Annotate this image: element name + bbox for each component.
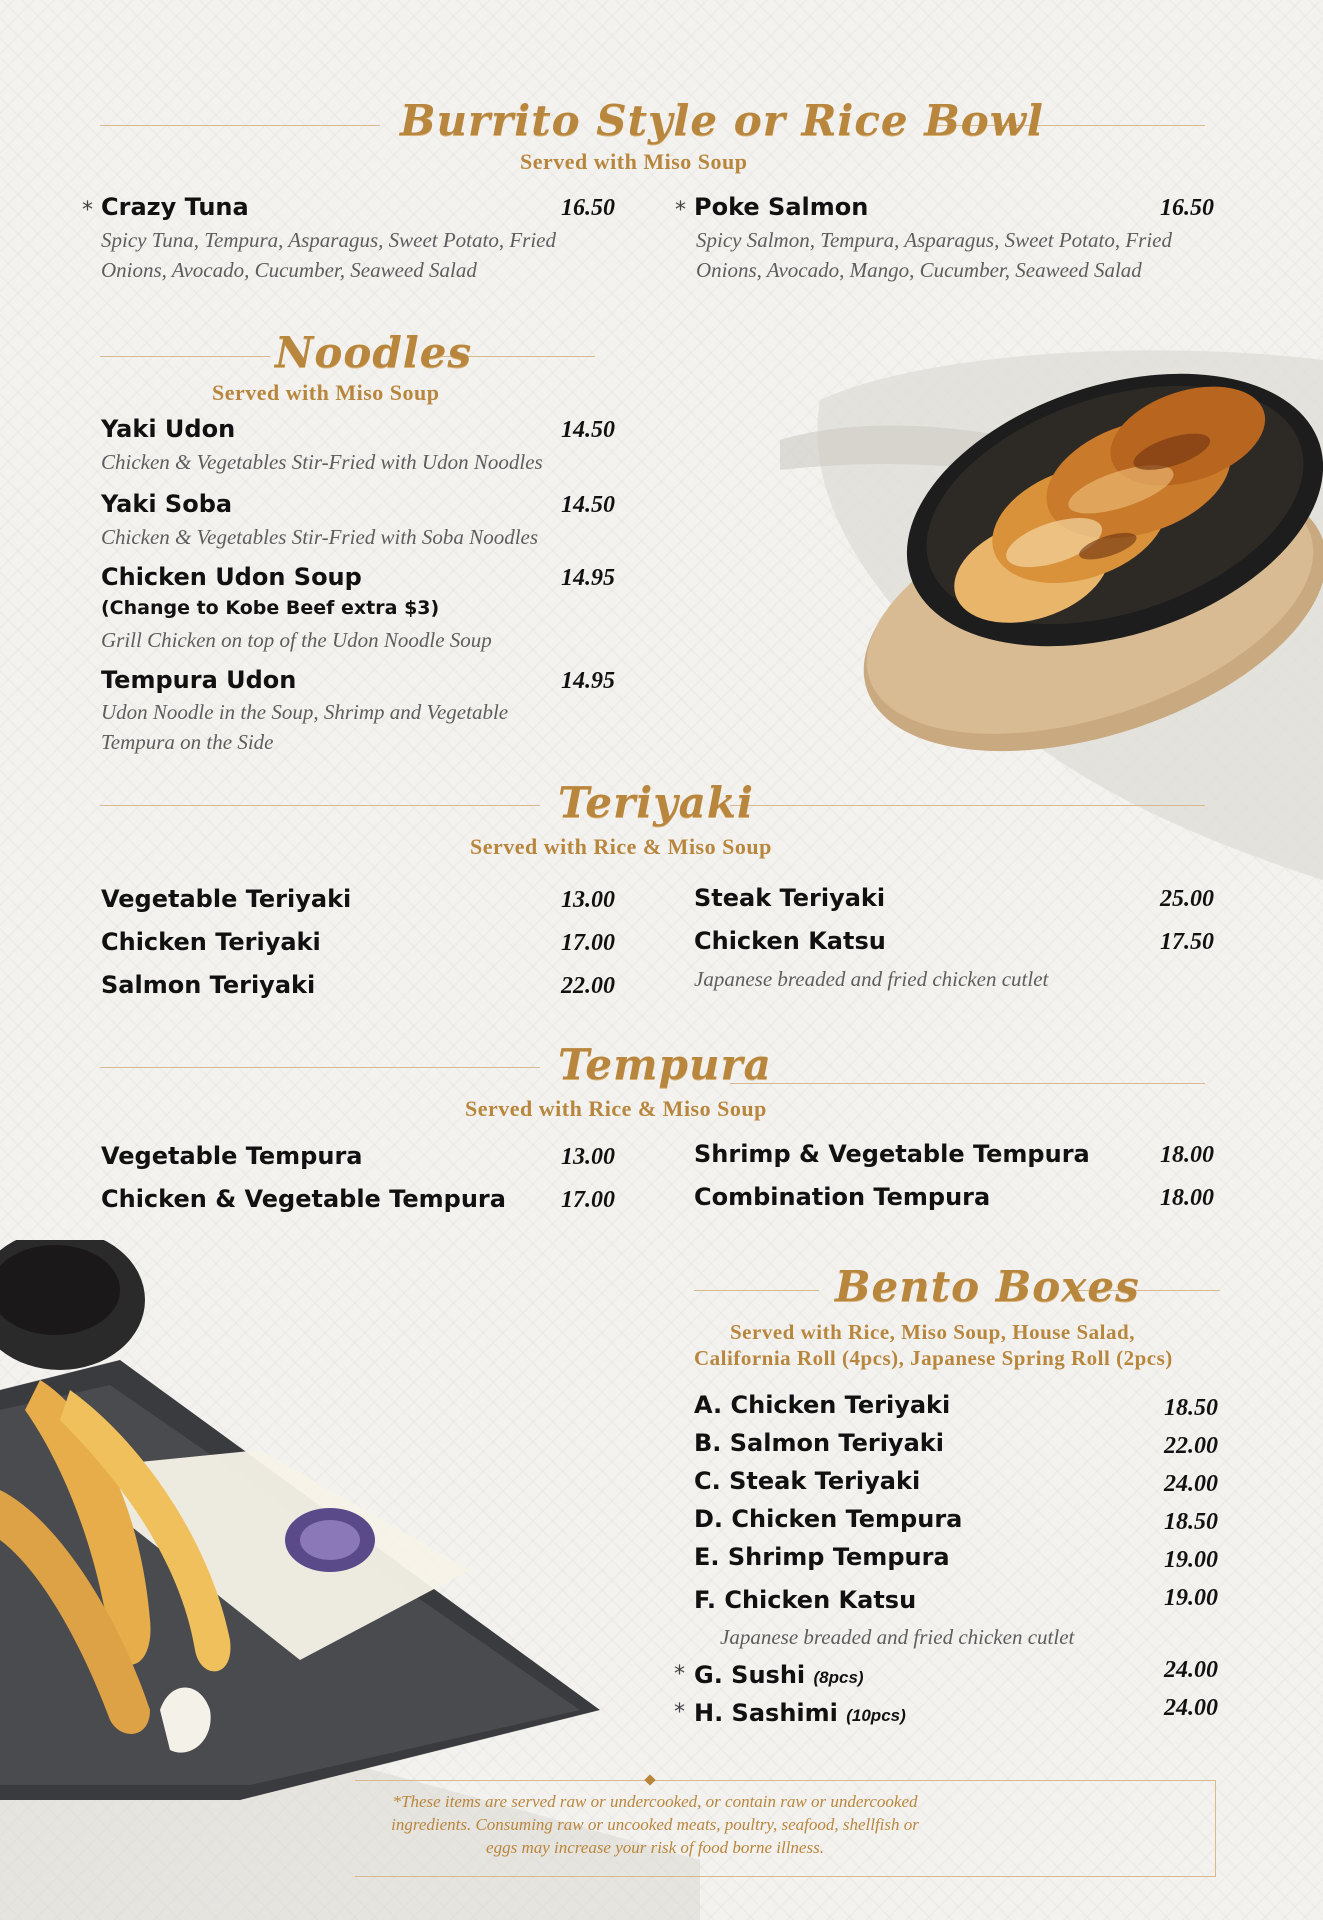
menu-item-price: 19.00 (1164, 1585, 1218, 1611)
menu-item-name-text: G. Sushi (694, 1661, 806, 1689)
bento-section-subtitle: California Roll (4pcs), Japanese Spring Roll (2pcs) (694, 1346, 1173, 1370)
menu-item-name: Shrimp & Vegetable Tempura (694, 1140, 1090, 1168)
raw-marker: * (674, 1700, 685, 1725)
raw-marker: * (674, 1662, 685, 1687)
menu-item-name (694, 1661, 864, 1689)
teriyaki-rule-right (730, 805, 1205, 806)
bento-section-title: Bento Boxes (835, 1262, 1140, 1311)
noodles-rule-left (100, 356, 270, 357)
menu-item-desc: Chicken & Vegetables Stir-Fried with Soba Noodles (101, 525, 539, 549)
disclaimer-line: *These items are served raw or undercooked, or contain raw or undercooked (392, 1792, 918, 1811)
bento-rule-left (694, 1290, 819, 1291)
menu-item-price: 24.00 (1164, 1471, 1218, 1497)
menu-item-note: (Change to Kobe Beef extra $3) (101, 597, 440, 619)
menu-item-name: C. Steak Teriyaki (694, 1467, 921, 1495)
burrito-section-subtitle: Served with Miso Soup (520, 149, 748, 174)
menu-item-price: 13.00 (561, 1144, 615, 1170)
menu-item-name: Chicken Katsu (694, 927, 886, 955)
tempura-section-title: Tempura (558, 1040, 772, 1089)
tempura-rule-left (100, 1067, 540, 1068)
menu-item-price: 18.50 (1164, 1509, 1218, 1535)
menu-item-desc: Chicken & Vegetables Stir-Fried with Udon Noodles (101, 450, 543, 474)
menu-item-name-text: H. Sashimi (694, 1699, 838, 1727)
menu-item-price: 22.00 (1164, 1433, 1218, 1459)
menu-item-name: Crazy Tuna (101, 193, 249, 221)
menu-item-pieces: (8pcs) (813, 1668, 864, 1687)
menu-item-name: Chicken & Vegetable Tempura (101, 1185, 506, 1213)
menu-item-name: Yaki Udon (101, 415, 236, 443)
menu-item-price: 16.50 (1160, 195, 1214, 221)
menu-item-price: 18.00 (1160, 1185, 1214, 1211)
menu-item-name: Tempura Udon (101, 666, 297, 694)
menu-item-desc: Tempura on the Side (101, 730, 274, 754)
tempura-platter-image (0, 1240, 610, 1800)
menu-item-desc: Onions, Avocado, Mango, Cucumber, Seaweed Salad (696, 258, 1142, 282)
raw-marker: * (82, 198, 93, 223)
menu-item-desc: Spicy Salmon, Tempura, Asparagus, Sweet Potato, Fried (696, 228, 1172, 252)
noodles-section-subtitle: Served with Miso Soup (212, 380, 440, 405)
menu-item-price: 19.00 (1164, 1547, 1218, 1573)
burrito-rule-left (100, 125, 380, 126)
menu-item-name: A. Chicken Teriyaki (694, 1391, 951, 1419)
menu-item-price: 17.00 (561, 930, 615, 956)
menu-item-price: 17.50 (1160, 929, 1214, 955)
menu-item-name: Yaki Soba (101, 490, 233, 518)
menu-item-name: Steak Teriyaki (694, 884, 886, 912)
menu-item-price: 24.00 (1164, 1657, 1218, 1683)
menu-item-price: 24.00 (1164, 1695, 1218, 1721)
menu-item-pieces: (10pcs) (846, 1706, 906, 1725)
chicken-teriyaki-plate-image (825, 345, 1323, 765)
raw-marker: * (675, 198, 686, 223)
menu-item-price: 16.50 (561, 195, 615, 221)
menu-item-name: Combination Tempura (694, 1183, 991, 1211)
tempura-rule-right (730, 1083, 1205, 1084)
menu-item-desc: Japanese breaded and fried chicken cutlet (694, 967, 1049, 991)
menu-item-price: 25.00 (1160, 886, 1214, 912)
bento-section-subtitle: Served with Rice, Miso Soup, House Salad, (730, 1320, 1135, 1344)
burrito-section-title: Burrito Style or Rice Bowl (400, 96, 1044, 145)
disclaimer-line: ingredients. Consuming raw or uncooked meats, poultry, seafood, shellfish or (391, 1815, 919, 1834)
menu-item-price: 18.50 (1164, 1395, 1218, 1421)
menu-item-name: Chicken Teriyaki (101, 928, 321, 956)
menu-item-desc: Spicy Tuna, Tempura, Asparagus, Sweet Potato, Fried (101, 228, 557, 252)
menu-item-price: 14.50 (561, 492, 615, 518)
menu-item-name: Salmon Teriyaki (101, 971, 316, 999)
disclaimer-line: eggs may increase your risk of food borne illness. (486, 1838, 824, 1857)
menu-item-price: 17.00 (561, 1187, 615, 1213)
menu-item-price: 13.00 (561, 887, 615, 913)
menu-item-price: 22.00 (561, 973, 615, 999)
menu-item-name: Poke Salmon (694, 193, 869, 221)
menu-item-price: 14.50 (561, 417, 615, 443)
menu-item-name (694, 1699, 906, 1727)
menu-item-name: D. Chicken Tempura (694, 1505, 963, 1533)
menu-item-name: Vegetable Tempura (101, 1142, 363, 1170)
teriyaki-section-subtitle: Served with Rice & Miso Soup (470, 834, 772, 859)
menu-item-price: 14.95 (561, 668, 615, 694)
menu-item-price: 18.00 (1160, 1142, 1214, 1168)
menu-item-name: B. Salmon Teriyaki (694, 1429, 944, 1457)
menu-item-desc: Onions, Avocado, Cucumber, Seaweed Salad (101, 258, 477, 282)
menu-item-name: F. Chicken Katsu (694, 1586, 917, 1614)
menu-item-desc: Japanese breaded and fried chicken cutlet (720, 1625, 1075, 1649)
menu-item-desc: Udon Noodle in the Soup, Shrimp and Vegetable (101, 700, 509, 724)
noodles-section-title: Noodles (275, 328, 473, 377)
menu-item-name: Vegetable Teriyaki (101, 885, 352, 913)
menu-item-desc: Grill Chicken on top of the Udon Noodle Soup (101, 628, 492, 652)
teriyaki-section-title: Teriyaki (558, 778, 754, 827)
menu-item-name: E. Shrimp Tempura (694, 1543, 950, 1571)
tempura-section-subtitle: Served with Rice & Miso Soup (465, 1096, 767, 1121)
menu-item-price: 14.95 (561, 565, 615, 591)
teriyaki-rule-left (100, 805, 540, 806)
menu-item-name: Chicken Udon Soup (101, 563, 362, 591)
disclaimer-text (345, 1790, 965, 1859)
